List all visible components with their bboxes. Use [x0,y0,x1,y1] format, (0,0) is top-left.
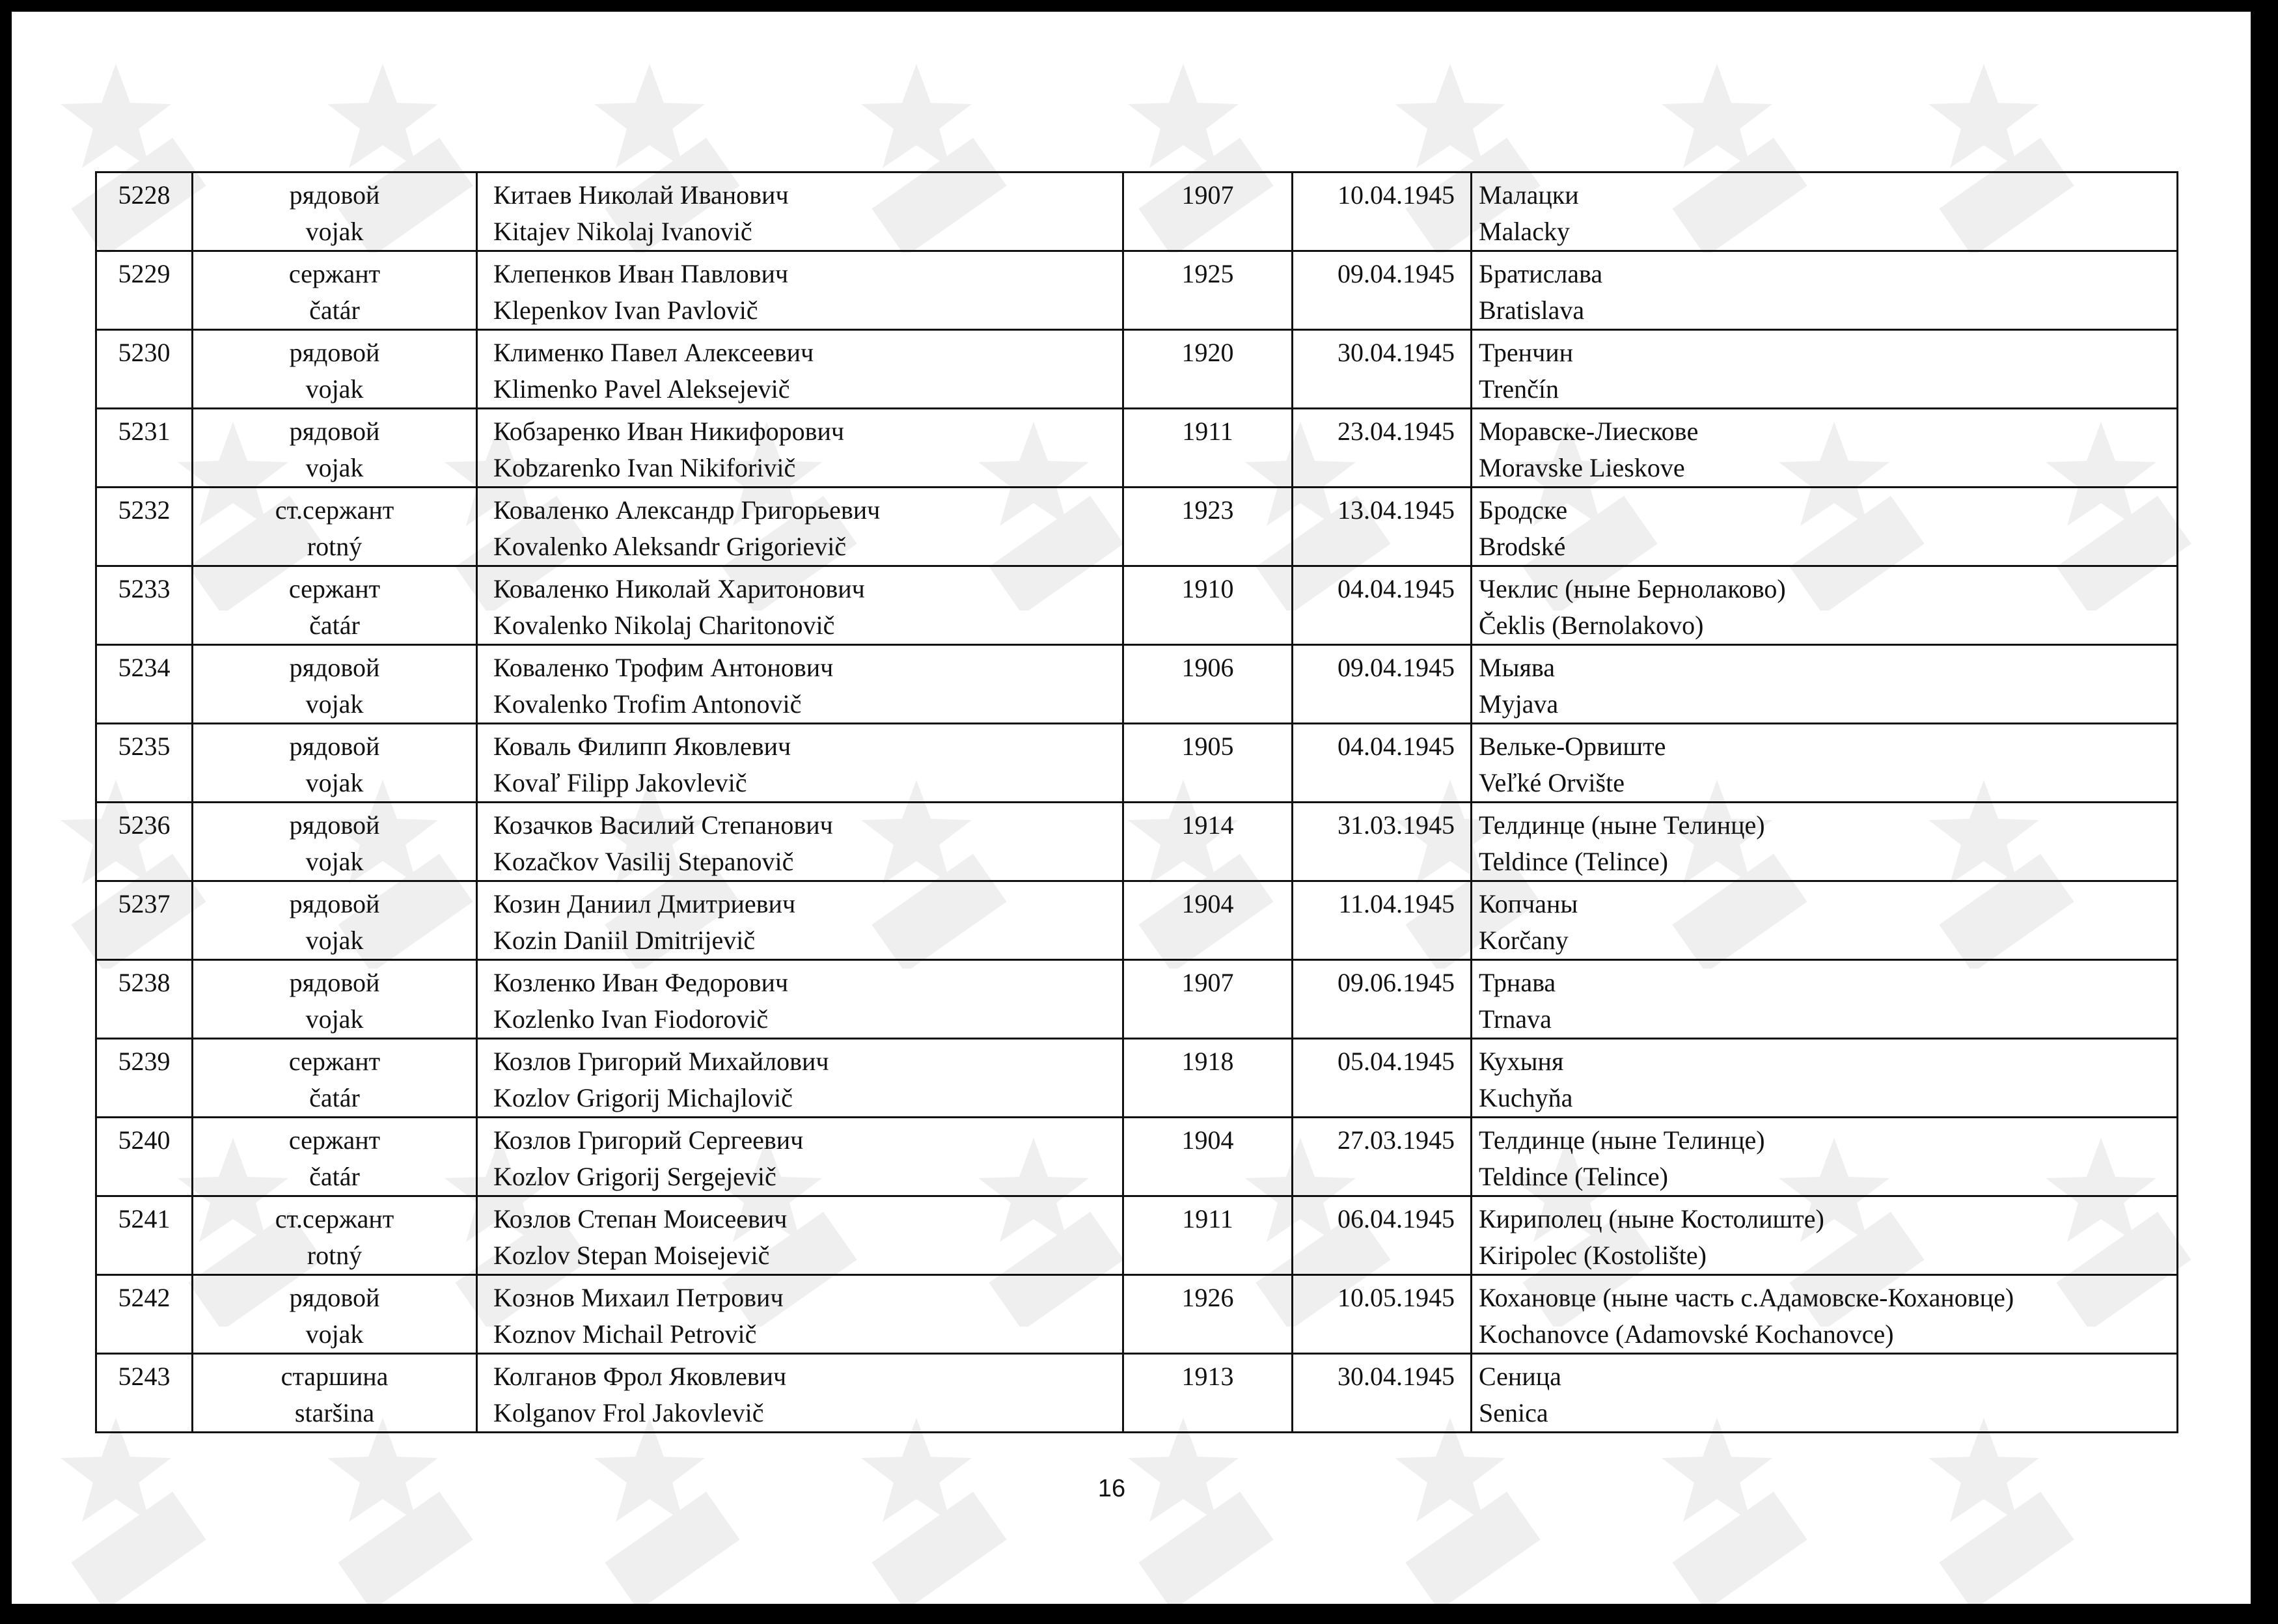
record-number: 5235 [118,732,171,761]
name-cell [477,960,1123,1039]
register-row [96,1354,2178,1433]
death-date-cell [1293,330,1472,409]
death-date: 31.03.1945 [1338,810,1455,840]
birth-year: 1918 [1181,1047,1234,1076]
rank-russian: рядовой [289,653,380,682]
birth-year: 1926 [1181,1283,1234,1312]
watermark-star-icon [1385,1411,1548,1604]
watermark-star-icon [1118,1411,1281,1604]
death-date-cell [1293,1039,1472,1118]
rank-russian: сержант [288,1125,381,1155]
record-number: 5243 [118,1362,171,1391]
register-row [96,251,2178,330]
death-date-cell [1293,488,1472,566]
record-number-cell [96,172,193,251]
name-slovak: Kovalenko Aleksandr Grigorievič [493,532,847,561]
name-slovak: Kozačkov Vasilij Stepanovič [493,847,794,876]
place-russian: Тренчин [1479,338,1573,367]
place-slovak: Trenčín [1479,374,1559,404]
record-number-cell [96,409,193,488]
birth-year: 1925 [1181,259,1234,288]
register-row [96,881,2178,960]
birth-year: 1904 [1181,1125,1234,1155]
birth-year-cell [1123,172,1293,251]
rank-cell [193,330,477,409]
record-number-cell [96,1039,193,1118]
watermark-star-icon [51,1411,213,1604]
rank-russian: сержант [288,1047,381,1076]
register-row [96,1118,2178,1196]
death-date: 04.04.1945 [1338,732,1455,761]
death-date-cell [1293,1118,1472,1196]
register-row [96,724,2178,803]
register-row [96,1275,2178,1354]
death-date: 11.04.1945 [1338,889,1455,918]
record-number-cell [96,1196,193,1275]
rank-cell [193,172,477,251]
place-cell [1472,1354,2178,1433]
death-date: 13.04.1945 [1338,495,1455,525]
rank-cell [193,1354,477,1433]
record-number: 5240 [118,1125,171,1155]
register-row [96,330,2178,409]
birth-year-cell [1123,488,1293,566]
rank-slovak: čatár [309,1162,360,1191]
name-cell [477,1275,1123,1354]
name-russian: Коваленко Николай Харитонович [493,574,865,603]
place-russian: Бродске [1479,495,1568,525]
name-cell [477,251,1123,330]
watermark-star-icon [584,1411,747,1604]
register-row [96,960,2178,1039]
place-slovak: Senica [1479,1398,1548,1427]
place-cell [1472,724,2178,803]
rank-cell [193,645,477,724]
name-russian: Клименко Павел Алексеевич [493,338,814,367]
name-cell [477,172,1123,251]
name-slovak: Kozlov Grigorij Michajlovič [493,1083,793,1112]
death-date-cell [1293,172,1472,251]
register-row [96,1196,2178,1275]
name-slovak: Kolganov Frol Jakovlevič [493,1398,764,1427]
record-number-cell [96,881,193,960]
record-number: 5236 [118,810,171,840]
rank-cell [193,724,477,803]
place-cell [1472,960,2178,1039]
birth-year: 1911 [1182,417,1233,446]
birth-year: 1920 [1181,338,1234,367]
place-russian: Чеклис (ныне Бернолаково) [1479,574,1786,603]
place-cell [1472,1039,2178,1118]
place-cell [1472,172,2178,251]
burial-register-table [95,171,2178,1433]
page-number: 16 [1097,1475,1126,1502]
record-number-cell [96,724,193,803]
place-russian: Телдинце (ныне Телинце) [1479,810,1765,840]
rank-slovak: čatár [309,1083,360,1112]
death-date-cell [1293,409,1472,488]
death-date: 09.04.1945 [1338,259,1455,288]
name-slovak: Kovalenko Nikolaj Charitonovič [493,611,835,640]
place-russian: Вельке-Орвиште [1479,732,1666,761]
name-cell [477,881,1123,960]
name-slovak: Kozlov Grigorij Sergejevič [493,1162,776,1191]
record-number: 5237 [118,889,171,918]
name-slovak: Klimenko Pavel Aleksejevič [493,374,790,404]
rank-slovak: vojak [305,374,364,404]
death-date: 23.04.1945 [1338,417,1455,446]
rank-cell [193,1118,477,1196]
death-date: 27.03.1945 [1338,1125,1455,1155]
name-slovak: Kozlenko Ivan Fiodorovič [493,1004,769,1034]
birth-year: 1907 [1181,968,1234,997]
place-slovak: Bratislava [1479,296,1585,325]
death-date-cell [1293,1275,1472,1354]
rank-russian: ст.сержант [275,1204,394,1233]
death-date: 09.04.1945 [1338,653,1455,682]
place-russian: Кухыня [1479,1047,1564,1076]
rank-russian: сержант [288,259,381,288]
place-russian: Копчаны [1479,889,1578,918]
place-cell [1472,645,2178,724]
birth-year-cell [1123,1039,1293,1118]
rank-cell [193,803,477,881]
death-date: 04.04.1945 [1338,574,1455,603]
death-date: 09.06.1945 [1338,968,1455,997]
place-slovak: Teldince (Telince) [1479,847,1668,876]
death-date-cell [1293,1354,1472,1433]
record-number-cell [96,1118,193,1196]
name-russian: Коваль Филипп Яковлевич [493,732,791,761]
place-russian: Моравске-Лиесковe [1479,417,1699,446]
record-number: 5229 [118,259,171,288]
place-cell [1472,409,2178,488]
rank-russian: рядовой [289,338,380,367]
record-number: 5242 [118,1283,171,1312]
name-russian: Козин Даниил Дмитриевич [493,889,796,918]
rank-cell [193,566,477,645]
death-date-cell [1293,1196,1472,1275]
rank-slovak: vojak [305,1319,364,1349]
watermark-star-icon [318,1411,480,1604]
register-row [96,803,2178,881]
rank-cell [193,1039,477,1118]
name-slovak: Kovaľ Filipp Jakovlevič [493,768,747,797]
rank-russian: рядовой [289,732,380,761]
record-number-cell [96,1354,193,1433]
record-number: 5228 [118,180,171,210]
register-row [96,172,2178,251]
rank-slovak: čatár [309,611,360,640]
death-date-cell [1293,251,1472,330]
record-number: 5241 [118,1204,171,1233]
rank-slovak: vojak [305,1004,364,1034]
birth-year-cell [1123,960,1293,1039]
name-russian: Кобзаренко Иван Никифорович [493,417,845,446]
rank-slovak: vojak [305,926,364,955]
document-page [12,12,2251,1604]
name-cell [477,1354,1123,1433]
place-cell [1472,566,2178,645]
record-number-cell [96,566,193,645]
register-row [96,645,2178,724]
place-slovak: Brodské [1479,532,1566,561]
record-number-cell [96,251,193,330]
place-russian: Малацки [1479,180,1579,210]
death-date-cell [1293,881,1472,960]
rank-russian: рядовой [289,968,380,997]
register-row [96,1039,2178,1118]
rank-cell [193,488,477,566]
record-number: 5238 [118,968,171,997]
birth-year: 1910 [1181,574,1234,603]
birth-year-cell [1123,251,1293,330]
name-cell [477,488,1123,566]
birth-year-cell [1123,1354,1293,1433]
rank-cell [193,881,477,960]
death-date-cell [1293,566,1472,645]
name-slovak: Kitajev Nikolaj Ivanovič [493,217,752,246]
birth-year-cell [1123,330,1293,409]
death-date-cell [1293,724,1472,803]
birth-year: 1904 [1181,889,1234,918]
record-number-cell [96,803,193,881]
rank-cell [193,960,477,1039]
death-date-cell [1293,803,1472,881]
death-date-cell [1293,645,1472,724]
place-slovak: Myjava [1479,689,1559,719]
place-russian: Телдинце (ныне Телинце) [1479,1125,1765,1155]
place-russian: Кириполец (ныне Костолиште) [1479,1204,1824,1233]
name-cell [477,409,1123,488]
place-russian: Кохановце (ныне часть с.Адамовске-Кохановце) [1479,1283,2014,1312]
watermark-star-icon [1652,1411,1815,1604]
name-slovak: Koznov Michail Petrovič [493,1319,757,1349]
birth-year-cell [1123,803,1293,881]
place-russian: Братислава [1479,259,1603,288]
rank-slovak: vojak [305,453,364,482]
place-cell [1472,881,2178,960]
birth-year: 1906 [1181,653,1234,682]
name-russian: Коваленко Трофим Антонович [493,653,834,682]
name-slovak: Kozlov Stepan Moisejevič [493,1241,770,1270]
birth-year-cell [1123,409,1293,488]
rank-cell [193,1275,477,1354]
birth-year-cell [1123,724,1293,803]
name-russian: Козлов Григорий Михайлович [493,1047,829,1076]
name-slovak: Kozin Daniil Dmitrijevič [493,926,756,955]
birth-year: 1905 [1181,732,1234,761]
record-number-cell [96,960,193,1039]
rank-slovak: vojak [305,217,364,246]
place-slovak: Trnava [1479,1004,1552,1034]
rank-russian: рядовой [289,889,380,918]
rank-russian: рядовой [289,810,380,840]
place-cell [1472,1275,2178,1354]
name-russian: Коваленко Александр Григорьевич [493,495,881,525]
rank-slovak: vojak [305,689,364,719]
name-slovak: Kobzarenko Ivan Nikiforivič [493,453,796,482]
rank-slovak: staršina [294,1398,375,1427]
register-row [96,409,2178,488]
rank-slovak: vojak [305,847,364,876]
birth-year-cell [1123,881,1293,960]
place-slovak: Korčany [1479,926,1569,955]
name-russian: Козленко Иван Федорович [493,968,789,997]
rank-cell [193,1196,477,1275]
record-number: 5231 [118,417,171,446]
birth-year: 1914 [1181,810,1234,840]
register-row [96,566,2178,645]
place-slovak: Kiripolec (Kostolište) [1479,1241,1707,1270]
place-cell [1472,1196,2178,1275]
place-cell [1472,330,2178,409]
rank-slovak: rotný [307,1241,363,1270]
rank-slovak: vojak [305,768,364,797]
name-russian: Колганов Фрол Яковлевич [493,1362,787,1391]
rank-russian: рядовой [289,417,380,446]
watermark-star-icon [851,1411,1014,1604]
record-number: 5230 [118,338,171,367]
birth-year-cell [1123,1196,1293,1275]
rank-russian: старшина [281,1362,389,1391]
place-russian: Мыява [1479,653,1555,682]
birth-year: 1923 [1181,495,1234,525]
name-cell [477,566,1123,645]
name-russian: Koзнов Михаил Петрович [493,1283,784,1312]
name-cell [477,1039,1123,1118]
death-date: 05.04.1945 [1338,1047,1455,1076]
rank-russian: ст.сержант [275,495,394,525]
birth-year: 1911 [1182,1204,1233,1233]
record-number: 5234 [118,653,171,682]
rank-russian: сержант [288,574,381,603]
record-number-cell [96,645,193,724]
name-russian: Козлов Степан Моисеевич [493,1204,788,1233]
rank-russian: рядовой [289,180,380,210]
register-row [96,488,2178,566]
death-date: 10.04.1945 [1338,180,1455,210]
name-slovak: Kovalenko Trofim Antonovič [493,689,802,719]
place-slovak: Kochanovce (Adamovské Kochanovce) [1479,1319,1894,1349]
birth-year-cell [1123,1118,1293,1196]
name-russian: Козачков Василий Степанович [493,810,833,840]
register-body [96,172,2178,1433]
place-slovak: Kuchyňa [1479,1083,1573,1112]
place-cell [1472,1118,2178,1196]
name-russian: Клепенков Иван Павлович [493,259,789,288]
birth-year-cell [1123,566,1293,645]
name-russian: Козлов Григорий Сергеевич [493,1125,804,1155]
name-cell [477,724,1123,803]
place-slovak: Veľké Orvište [1479,768,1625,797]
death-date: 06.04.1945 [1338,1204,1455,1233]
name-cell [477,1196,1123,1275]
death-date: 30.04.1945 [1338,338,1455,367]
name-cell [477,330,1123,409]
name-russian: Китаев Николай Иванович [493,180,789,210]
record-number-cell [96,1275,193,1354]
rank-russian: рядовой [289,1283,380,1312]
rank-cell [193,409,477,488]
name-cell [477,645,1123,724]
name-cell [477,1118,1123,1196]
place-russian: Трнава [1479,968,1556,997]
rank-slovak: rotný [307,532,363,561]
name-cell [477,803,1123,881]
place-slovak: Čeklis (Bernolakovo) [1479,611,1704,640]
record-number-cell [96,488,193,566]
birth-year: 1913 [1181,1362,1234,1391]
record-number: 5233 [118,574,171,603]
birth-year-cell [1123,1275,1293,1354]
place-cell [1472,488,2178,566]
place-slovak: Teldince (Telince) [1479,1162,1668,1191]
record-number-cell [96,330,193,409]
place-russian: Сеница [1479,1362,1561,1391]
rank-cell [193,251,477,330]
record-number: 5239 [118,1047,171,1076]
rank-slovak: čatár [309,296,360,325]
record-number: 5232 [118,495,171,525]
place-slovak: Malacky [1479,217,1570,246]
death-date: 30.04.1945 [1338,1362,1455,1391]
birth-year-cell [1123,645,1293,724]
place-cell [1472,803,2178,881]
place-cell [1472,251,2178,330]
birth-year: 1907 [1181,180,1234,210]
watermark-star-icon [1919,1411,2081,1604]
name-slovak: Klepenkov Ivan Pavlovič [493,296,758,325]
death-date-cell [1293,960,1472,1039]
place-slovak: Moravske Lieskove [1479,453,1685,482]
death-date: 10.05.1945 [1338,1283,1455,1312]
